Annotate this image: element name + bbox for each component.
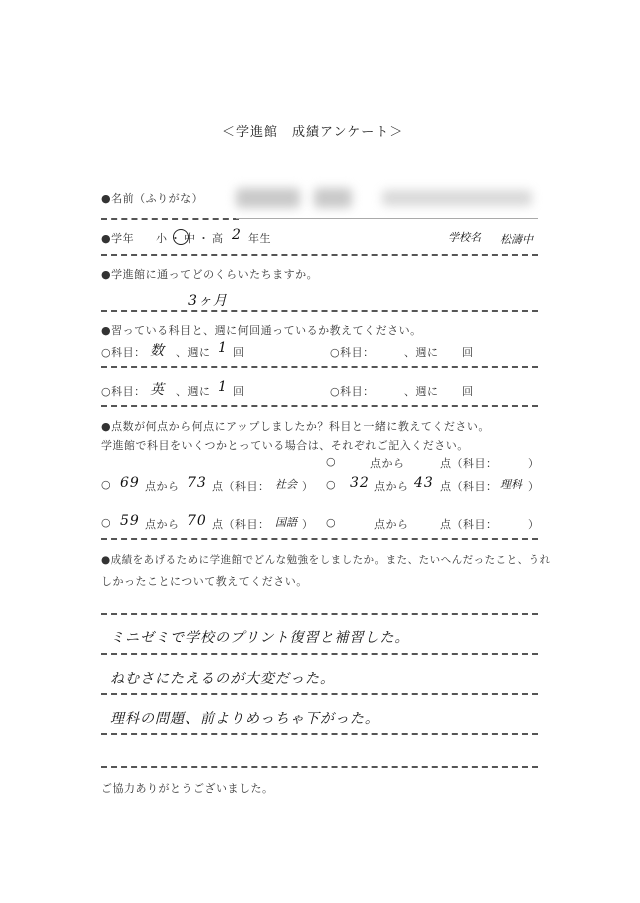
divider bbox=[101, 366, 538, 368]
divider bbox=[101, 733, 538, 735]
subject-row-1-unit: 回 bbox=[233, 346, 245, 359]
divider bbox=[101, 254, 538, 256]
score-blank-bullet: ○ bbox=[326, 455, 337, 468]
score-blank-close: ） bbox=[528, 457, 540, 470]
score-row-2-from-value: 59 bbox=[120, 513, 140, 529]
score-row-1-right-from-value: 32 bbox=[350, 475, 370, 491]
selected-middle-circle bbox=[173, 229, 189, 245]
study-answer-1: ミニゼミで学校のプリント復習と補習した。 bbox=[110, 630, 410, 646]
subjects-question: ●習っている科目と、週に何回通っているか教えてください。 bbox=[101, 324, 422, 337]
divider bbox=[101, 693, 538, 695]
score-row-1-from-value: 69 bbox=[120, 475, 140, 491]
score-row-1-right-to-value: 43 bbox=[414, 475, 434, 491]
name-underline bbox=[236, 218, 538, 219]
score-blank-from: 点から bbox=[370, 457, 405, 470]
divider bbox=[101, 653, 538, 655]
score-blank-to: 点（科目： bbox=[440, 457, 498, 470]
subject-row-2-count: 1 bbox=[218, 379, 228, 395]
score-row-1-right-close: ） bbox=[528, 480, 540, 493]
score-row-2-right-close: ） bbox=[528, 518, 540, 531]
name-redaction bbox=[236, 188, 300, 208]
score-question-line1: ●点数が何点から何点にアップしましたか？科目と一緒に教えてください。 bbox=[101, 420, 490, 433]
subject-row-2-left-label: ○科目： bbox=[101, 385, 146, 398]
score-row-2-from-text: 点から bbox=[145, 518, 180, 531]
score-question-line2: 学進館で科目をいくつかとっている場合は、それぞれご記入ください。 bbox=[101, 439, 469, 452]
grade-label: ●学年 bbox=[101, 232, 135, 245]
score-row-1-subject: 社会 bbox=[275, 478, 297, 491]
score-row-2-to-text: 点（科目： bbox=[212, 518, 270, 531]
divider bbox=[101, 405, 538, 407]
score-row-2-right-bullet: ○ bbox=[326, 516, 337, 529]
duration-question: ●学進館に通ってどのくらいたちますか。 bbox=[101, 268, 319, 281]
score-row-2-right-to-text: 点（科目： bbox=[440, 518, 498, 531]
subject-row-2-right-per-week: 、週に bbox=[404, 385, 439, 398]
subject-row-1-right-unit: 回 bbox=[462, 346, 474, 359]
school-label: 学校名 bbox=[448, 231, 481, 244]
school-types: 小・中・高 bbox=[156, 232, 226, 245]
subject-row-1-subject: 数 bbox=[150, 343, 165, 359]
subject-row-1-right-label: ○科目： bbox=[330, 346, 375, 359]
score-row-2-right-from-text: 点から bbox=[374, 518, 409, 531]
furigana-redaction bbox=[382, 190, 532, 206]
subject-row-1-per-week: 、週に bbox=[176, 346, 211, 359]
divider bbox=[101, 766, 538, 768]
page-title: ＜学進館 成績アンケート＞ bbox=[222, 125, 404, 140]
divider bbox=[101, 310, 538, 312]
subject-row-2-right-unit: 回 bbox=[462, 385, 474, 398]
score-row-1-right-from-text: 点から bbox=[374, 480, 409, 493]
study-question-line2: しかったことについて教えてください。 bbox=[101, 575, 308, 588]
score-row-2-close: ） bbox=[302, 518, 314, 531]
score-row-1-right-subject: 理科 bbox=[500, 478, 522, 491]
subject-row-2-subject: 英 bbox=[150, 382, 165, 398]
score-row-1-to-text: 点（科目： bbox=[212, 480, 270, 493]
school-written: 松濤中 bbox=[500, 233, 533, 246]
score-row-1-close: ） bbox=[302, 480, 314, 493]
subject-row-2-right-label: ○科目： bbox=[330, 385, 375, 398]
grade-suffix: 年生 bbox=[248, 232, 271, 245]
subject-row-1-right-per-week: 、週に bbox=[404, 346, 439, 359]
score-row-2-bullet: ○ bbox=[101, 516, 112, 529]
duration-answer: 3ヶ月 bbox=[188, 293, 228, 309]
subject-row-1-left-label: ○科目： bbox=[101, 346, 146, 359]
score-row-1-right-bullet: ○ bbox=[326, 478, 337, 491]
name-redaction bbox=[314, 188, 352, 208]
score-row-1-bullet: ○ bbox=[101, 478, 112, 491]
subject-row-2-per-week: 、週に bbox=[176, 385, 211, 398]
score-row-1-from-text: 点から bbox=[145, 480, 180, 493]
score-row-2-subject: 国語 bbox=[275, 516, 297, 529]
closing-message: ご協力ありがとうございました。 bbox=[101, 782, 274, 795]
divider bbox=[101, 613, 538, 615]
name-label: ●名前（ふりがな） bbox=[101, 192, 204, 205]
divider bbox=[101, 218, 239, 220]
grade-written: 2 bbox=[232, 227, 242, 243]
study-question-line1: ●成績をあげるために学進館でどんな勉強をしましたか。また、たいへんだったこと、うれ bbox=[101, 554, 551, 566]
study-answer-3: 理科の問題、前よりめっちゃ下がった。 bbox=[110, 711, 380, 727]
subject-row-1-count: 1 bbox=[218, 340, 228, 356]
score-row-1-right-to-text: 点（科目： bbox=[440, 480, 498, 493]
score-row-2-to-value: 70 bbox=[187, 513, 207, 529]
study-answer-2: ねむさにたえるのが大変だった。 bbox=[110, 671, 335, 687]
subject-row-2-unit: 回 bbox=[233, 385, 245, 398]
score-row-1-to-value: 73 bbox=[187, 475, 207, 491]
divider bbox=[101, 538, 538, 540]
